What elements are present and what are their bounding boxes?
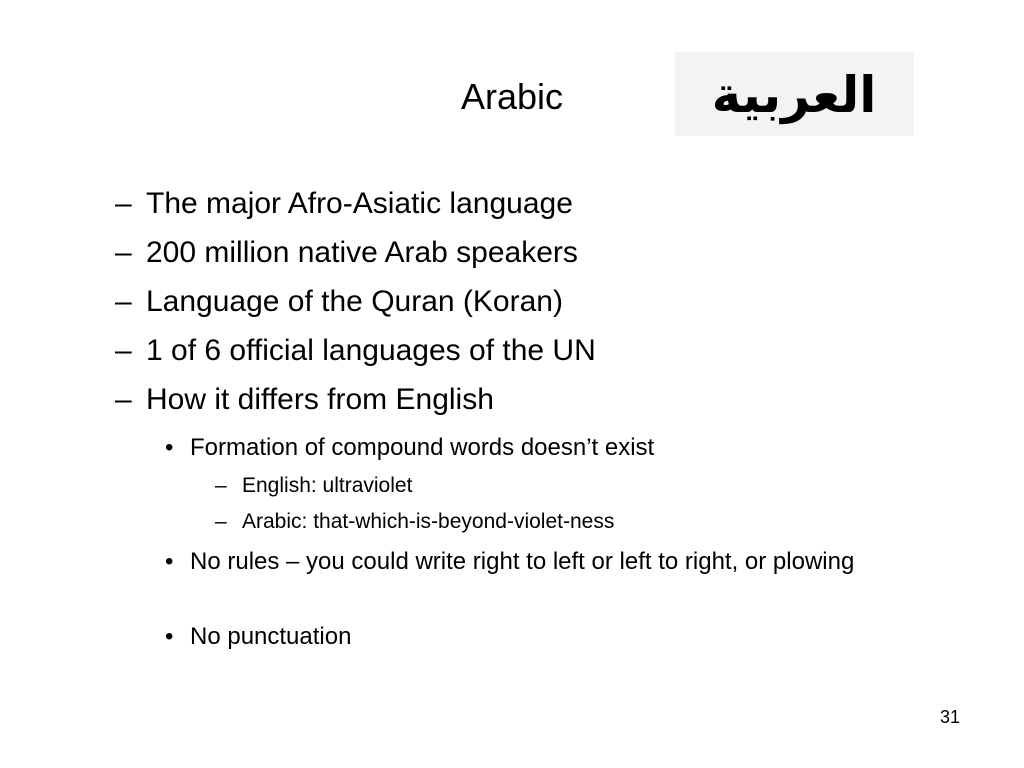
arabic-word-text: العربية bbox=[711, 66, 877, 124]
bullet-text: The major Afro-Asiatic language bbox=[146, 187, 573, 220]
bullet-dot-marker: • bbox=[165, 434, 174, 461]
dash-marker: – bbox=[115, 285, 132, 318]
bullet-dot-marker: • bbox=[165, 548, 174, 575]
dash-marker: – bbox=[215, 510, 227, 533]
bullet-item bbox=[115, 284, 563, 320]
arabic-word-graphic bbox=[675, 52, 914, 136]
sub-bullet-item bbox=[165, 431, 655, 464]
sub-sub-bullet-item bbox=[215, 509, 615, 535]
bullet-item bbox=[115, 186, 573, 222]
sub-sub-bullet-item bbox=[215, 473, 413, 499]
dash-marker: – bbox=[115, 383, 132, 416]
bullet-text: No rules – you could write right to left or left to right, or plowing bbox=[190, 548, 855, 575]
dash-marker: – bbox=[115, 236, 132, 269]
bullet-item bbox=[115, 333, 596, 369]
bullet-text: 200 million native Arab speakers bbox=[146, 236, 578, 269]
bullet-item bbox=[115, 382, 494, 418]
bullet-text: Arabic: that-which-is-beyond-violet-ness bbox=[242, 510, 615, 533]
bullet-text: No punctuation bbox=[190, 623, 352, 650]
page-number: 31 bbox=[939, 707, 960, 727]
bullet-text: Formation of compound words doesn’t exist bbox=[190, 434, 655, 461]
bullet-text: English: ultraviolet bbox=[242, 474, 413, 497]
arabic-script-image bbox=[675, 52, 914, 136]
bullet-item bbox=[115, 235, 578, 271]
bullet-text: 1 of 6 official languages of the UN bbox=[146, 334, 596, 367]
sub-bullet-item bbox=[165, 545, 890, 578]
bullet-text: How it differs from English bbox=[146, 383, 494, 416]
bullet-dot-marker: • bbox=[165, 623, 174, 650]
dash-marker: – bbox=[115, 334, 132, 367]
slide-title: Arabic bbox=[460, 76, 564, 117]
dash-marker: – bbox=[215, 474, 227, 497]
sub-bullet-item bbox=[165, 620, 352, 653]
bullet-text: Language of the Quran (Koran) bbox=[146, 285, 563, 318]
dash-marker: – bbox=[115, 187, 132, 220]
